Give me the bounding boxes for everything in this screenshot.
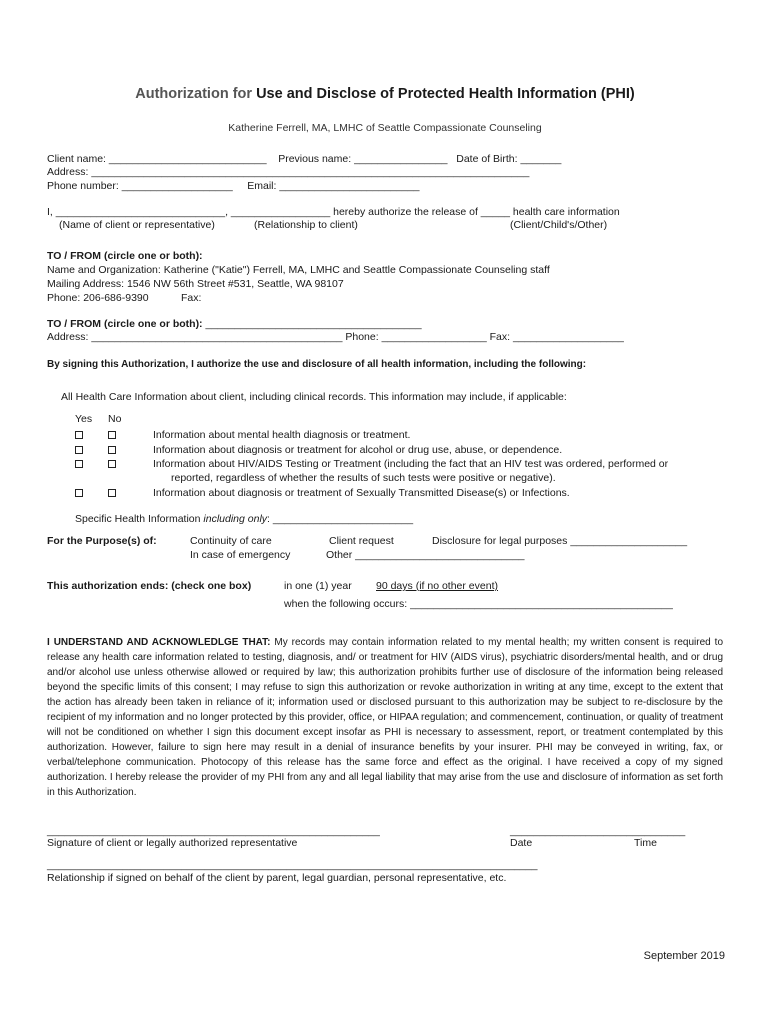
specific-info-row[interactable] xyxy=(75,513,413,526)
title-main: Use and Disclose of Protected Health Information (PHI) xyxy=(256,86,635,102)
document-subtitle: Katherine Ferrell, MA, LMHC of Seattle Compassionate Counseling xyxy=(228,122,542,134)
specific-italic: including only xyxy=(203,513,268,525)
purpose-legal[interactable]: Disclosure for legal purposes ____________________ xyxy=(432,535,688,547)
item3-text-cont: reported, regardless of whether the results of such tests were positive or negative). xyxy=(171,472,556,484)
ends-90-days[interactable]: 90 days (if no other event) xyxy=(376,580,498,592)
purpose-continuity[interactable]: Continuity of care xyxy=(190,535,272,547)
to-from-heading-2: TO / FROM (circle one or both): xyxy=(47,318,203,330)
relationship-caption: (Relationship to client) xyxy=(254,219,358,231)
specific-blank[interactable]: : ________________________ xyxy=(267,513,414,525)
purpose-emergency[interactable]: In case of emergency xyxy=(190,549,291,561)
specific-prefix: Specific Health Information xyxy=(75,513,204,525)
signature-line[interactable]: _________________________________________________________ xyxy=(47,825,380,837)
item2-no-checkbox[interactable] xyxy=(108,446,116,454)
client-address-row[interactable]: Address: ___________________________________________________________________________ xyxy=(47,166,530,178)
item2-text: Information about diagnosis or treatment for alcohol or drug use, abuse, or dependence. xyxy=(153,444,563,456)
signing-statement: By signing this Authorization, I authorize the use and disclosure of all health information, including the following: xyxy=(47,359,587,370)
item4-yes-checkbox[interactable] xyxy=(75,489,83,497)
item3-no-checkbox[interactable] xyxy=(108,460,116,468)
item1-text: Information about mental health diagnosis or treatment. xyxy=(153,429,411,441)
acknowledge-heading: I UNDERSTAND AND ACKNOWLEDLGE THAT: xyxy=(47,637,271,648)
client-child-caption: (Client/Child's/Other) xyxy=(510,219,608,231)
ends-one-year[interactable]: in one (1) year xyxy=(284,580,352,592)
item4-no-checkbox[interactable] xyxy=(108,489,116,497)
client-name-row[interactable]: Client name: ___________________________ Previous name: ________________ Date of Birth: _______ xyxy=(47,153,562,165)
purpose-other[interactable]: Other _____________________________ xyxy=(326,549,525,561)
date-line[interactable]: ______________________________ xyxy=(510,825,686,837)
document-title xyxy=(0,86,770,102)
date-label: Date xyxy=(510,837,533,849)
purpose-client-request[interactable]: Client request xyxy=(329,535,394,547)
relationship-line[interactable]: ____________________________________________________________________________________ xyxy=(47,859,538,871)
yes-header: Yes xyxy=(75,413,93,425)
item2-yes-checkbox[interactable] xyxy=(75,446,83,454)
acknowledge-body: My records may contain information related to my mental health; my written consent is required to release any health care information related to testing, diagnosis, and/ or treatment for HIV (AIDS virus), psychiatric disorders/mental health, and or drug and/or alcohol use unless otherwise allowed or required by law; this authorization prohibits further use of disclosure of the information being released beyond the specific limits of this consent; I may refuse to sign this authorization or revoke authorization in writing at any time, except to the extent that the action has already been taken in reliance of it; information used or disclosed pursuant to this authorization may be subject to re-disclosure by the recipient of my information and no longer protected by this provider, office, or HIPAA regulation; and commencement, continuation, or quality of treatment will not be conditioned on whether I sign this document except insofar as PHI is necessary to assessment, report, or treatment contemplated by this authorization. However, failure to sign here may result in a denial of insurance benefits by your insurer. PHI may be conveyed in writing, fax, or verbal/telephone communication. Photocopy of this release has the same force and effect as the original. I have received a copy of my signed authorization. I hereby release the provider of my PHI from any and all legal liability that may arise from the use and disclosure of information as set forth in this Authorization. xyxy=(47,637,723,798)
item4-text: Information about diagnosis or treatment of Sexually Transmitted Disease(s) or Infections. xyxy=(153,487,570,499)
to-from-row-2[interactable] xyxy=(47,318,422,331)
signature-label: Signature of client or legally authorized representative xyxy=(47,837,298,849)
purpose-label: For the Purpose(s) of: xyxy=(47,535,157,547)
name-caption: (Name of client or representative) xyxy=(59,219,215,231)
footer-date: September 2019 xyxy=(643,950,725,962)
title-prefix: Authorization for xyxy=(135,86,257,102)
relationship-label: Relationship if signed on behalf of the client by parent, legal guardian, personal representative, etc. xyxy=(47,872,507,884)
no-header: No xyxy=(108,413,122,425)
authorize-line[interactable]: I, _____________________________, _________________ hereby authorize the release of _____ health care information xyxy=(47,206,620,218)
provider-address-line: Mailing Address: 1546 NW 56th Street #531, Seattle, WA 98107 xyxy=(47,278,344,290)
ends-label: This authorization ends: (check one box) xyxy=(47,580,252,592)
client-phone-row[interactable]: Phone number: ___________________ Email: ________________________ xyxy=(47,180,420,192)
provider-phone: Phone: 206-686-9390 xyxy=(47,292,149,304)
ends-when-occurs[interactable]: when the following occurs: _____________________________________________ xyxy=(284,598,673,610)
time-label: Time xyxy=(634,837,657,849)
provider-name-line: Name and Organization: Katherine ("Katie") Ferrell, MA, LMHC and Seattle Compassionate Counseling staff xyxy=(47,264,550,276)
item1-no-checkbox[interactable] xyxy=(108,431,116,439)
item3-yes-checkbox[interactable] xyxy=(75,460,83,468)
item1-yes-checkbox[interactable] xyxy=(75,431,83,439)
provider-fax: Fax: xyxy=(181,292,202,304)
to-from-heading-1: TO / FROM (circle one or both): xyxy=(47,250,203,262)
item3-text: Information about HIV/AIDS Testing or Treatment (including the fact that an HIV test was ordered, performed or xyxy=(153,458,669,470)
info-intro: All Health Care Information about client, including clinical records. This information may include, if applicable: xyxy=(61,391,567,403)
to-from-blank-2[interactable]: _____________________________________ xyxy=(205,318,422,330)
acknowledgement-paragraph xyxy=(47,635,723,800)
recipient-address-row[interactable]: Address: ___________________________________________ Phone: __________________ Fax: ___________________ xyxy=(47,331,624,343)
